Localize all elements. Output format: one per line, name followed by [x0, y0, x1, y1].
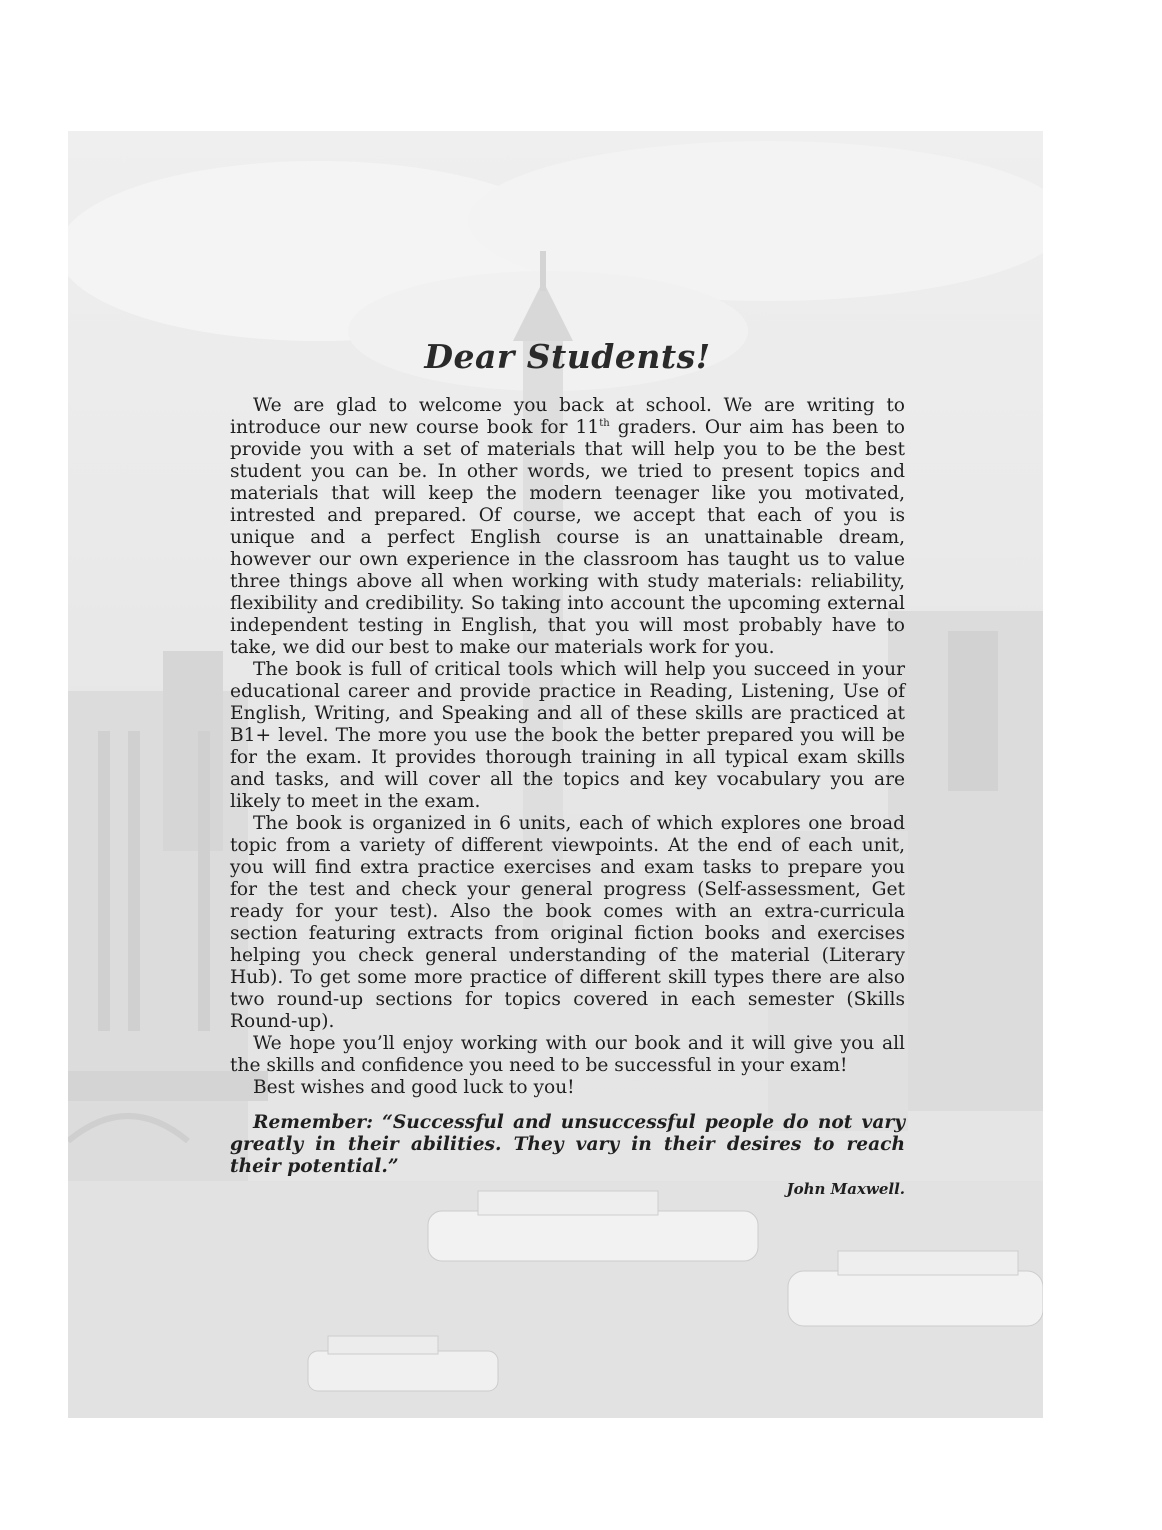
superscript-th: th: [599, 417, 610, 429]
letter-content: [230, 335, 905, 1198]
paragraph-intro-start: We are glad to welcome you back at school. We are writing to introduce our new course book for 11: [230, 395, 905, 438]
quote-text: Remember: “Successful and unsuccessful people do not vary greatly in their abilities. They vary in their desires to reach their potential.”: [230, 1112, 905, 1177]
quote-author: John Maxwell.: [786, 1180, 905, 1198]
page-title: Dear Students!: [424, 337, 711, 376]
paragraph-intro: [230, 395, 905, 659]
paragraph-tools: The book is full of critical tools which will help you succeed in your educational career and provide practice in Reading, Listening, Use of English, Writing, and Speaking and all of these skills are practiced at B1+ level. The more you use the book the better prepared you will be for the exam. It provides thorough training in all typical exam skills and tasks, and will cover all the topics and key vocabulary you are likely to meet in the exam.: [230, 659, 905, 812]
paragraph-structure: The book is organized in 6 units, each of which explores one broad topic from a variety of different viewpoints. At the end of each unit, you will find extra practice exercises and exam tasks to prepare you for the test and check your general progress (Self-assessment, Get ready for your test). Also the book comes with an extra-curricula section featuring extracts from original fiction books and exercises helping you check general understanding of the material (Literary Hub). To get some more practice of different skill types there are also two round-up sections for topics covered in each semester (Skills Round-up).: [230, 813, 905, 1032]
paragraph-wishes: Best wishes and good luck to you!: [253, 1077, 575, 1098]
paragraph-hope: We hope you’ll enjoy working with our book and it will give you all the skills and confidence you need to be successful in your exam!: [230, 1033, 905, 1076]
paragraph-intro-rest: graders. Our aim has been to provide you with a set of materials that will help you to be the best student you can be. In other words, we tried to present topics and materials that will keep the modern teenager like you motivated, intrested and prepared. Of course, we accept that each of you is unique and a perfect English course is an unattainable dream, however our own experience in the classroom has taught us to value three things above all when working with study materials: reliability, flexibility and credibility. So taking into account the upcoming external independent testing in English, that you will most probably have to take, we did our best to make our materials work for you.: [230, 417, 905, 658]
